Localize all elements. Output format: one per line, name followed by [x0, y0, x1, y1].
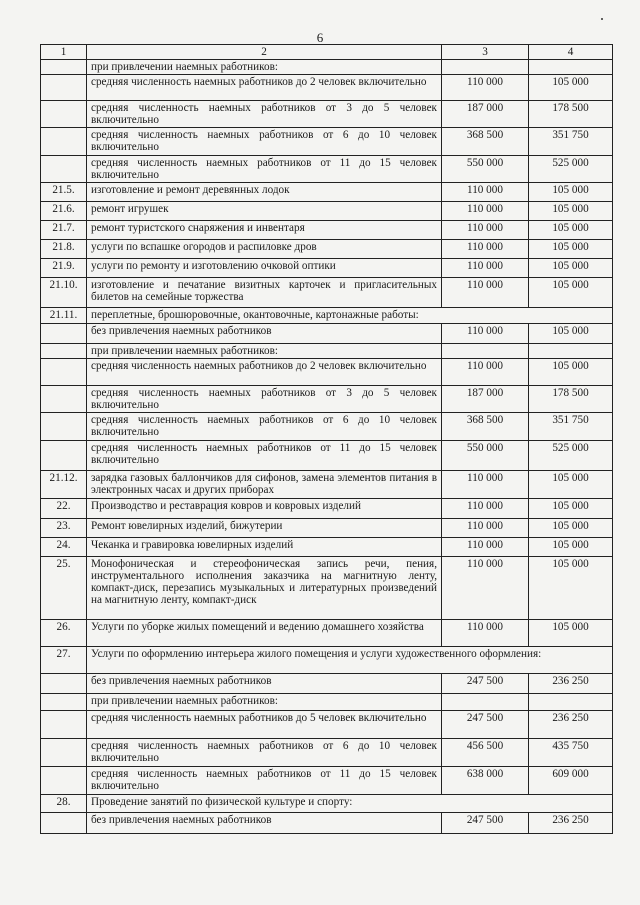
- table-row: [41, 385, 613, 412]
- table-row: [41, 795, 613, 813]
- row-number: [41, 60, 87, 75]
- row-number: [41, 101, 87, 128]
- table-row: [41, 813, 613, 834]
- value-col-3: 247 500: [442, 813, 529, 834]
- table-row: [41, 220, 613, 239]
- table-row: [41, 258, 613, 277]
- table-row: [41, 620, 613, 647]
- table-row: [41, 75, 613, 101]
- row-description: средняя численность наемных работников от 11 до 15 человек включительно: [87, 155, 442, 182]
- header-col-2: 2: [87, 45, 442, 60]
- row-number: 24.: [41, 538, 87, 557]
- table-row: [41, 239, 613, 258]
- row-description: без привлечения наемных работников: [87, 813, 442, 834]
- row-number: [41, 128, 87, 155]
- value-col-4: 105 000: [529, 519, 613, 538]
- table-row: [41, 343, 613, 358]
- row-description: средняя численность наемных работников до 2 человек включительно: [87, 75, 442, 101]
- value-col-3: 638 000: [442, 767, 529, 795]
- value-col-4: 105 000: [529, 557, 613, 620]
- value-col-3: 110 000: [442, 538, 529, 557]
- row-number: [41, 674, 87, 694]
- table-row: [41, 471, 613, 499]
- row-description: изготовление и ремонт деревянных лодок: [87, 182, 442, 201]
- value-col-3: 110 000: [442, 239, 529, 258]
- table-row: [41, 694, 613, 711]
- value-col-4: 105 000: [529, 239, 613, 258]
- value-col-3: 247 500: [442, 711, 529, 739]
- value-col-4: 236 250: [529, 813, 613, 834]
- value-col-3: 110 000: [442, 182, 529, 201]
- row-number: 25.: [41, 557, 87, 620]
- value-col-4: [529, 343, 613, 358]
- value-col-3: 187 000: [442, 101, 529, 128]
- value-col-3: 368 500: [442, 413, 529, 441]
- value-col-3: 110 000: [442, 471, 529, 499]
- table-row: [41, 101, 613, 128]
- row-number: 21.11.: [41, 307, 87, 323]
- table-row: [41, 128, 613, 155]
- value-col-3: 110 000: [442, 620, 529, 647]
- value-col-4: 105 000: [529, 277, 613, 307]
- row-number: [41, 323, 87, 343]
- value-col-4: [529, 694, 613, 711]
- row-number: [41, 155, 87, 182]
- tariff-table: [40, 44, 613, 834]
- row-number: 22.: [41, 499, 87, 519]
- row-number: [41, 441, 87, 471]
- row-number: 21.12.: [41, 471, 87, 499]
- header-col-3: 3: [442, 45, 529, 60]
- row-description: средняя численность наемных работников от 3 до 5 человек включительно: [87, 101, 442, 128]
- row-number: 21.8.: [41, 239, 87, 258]
- value-col-3: 550 000: [442, 441, 529, 471]
- value-col-3: 110 000: [442, 519, 529, 538]
- table-row: [41, 739, 613, 767]
- table-row: [41, 60, 613, 75]
- row-description: без привлечения наемных работников: [87, 674, 442, 694]
- value-col-4: 105 000: [529, 620, 613, 647]
- row-description: средняя численность наемных работников до 2 человек включительно: [87, 358, 442, 385]
- value-col-4: 105 000: [529, 358, 613, 385]
- table-row: [41, 711, 613, 739]
- value-col-4: 105 000: [529, 220, 613, 239]
- row-description: средняя численность наемных работников от 6 до 10 человек включительно: [87, 739, 442, 767]
- value-col-3: 550 000: [442, 155, 529, 182]
- value-col-3: 110 000: [442, 220, 529, 239]
- table-row: [41, 182, 613, 201]
- row-number: 21.10.: [41, 277, 87, 307]
- row-number: 26.: [41, 620, 87, 647]
- row-number: 28.: [41, 795, 87, 813]
- header-col-4: 4: [529, 45, 613, 60]
- row-number: [41, 343, 87, 358]
- row-description: переплетные, брошюровочные, окантовочные, картонажные работы:: [87, 307, 613, 323]
- value-col-3: 110 000: [442, 75, 529, 101]
- value-col-3: 110 000: [442, 277, 529, 307]
- value-col-4: 105 000: [529, 258, 613, 277]
- value-col-4: 105 000: [529, 499, 613, 519]
- table-row: [41, 358, 613, 385]
- row-number: [41, 739, 87, 767]
- value-col-3: [442, 694, 529, 711]
- row-number: [41, 75, 87, 101]
- value-col-4: [529, 60, 613, 75]
- value-col-3: [442, 60, 529, 75]
- row-number: [41, 358, 87, 385]
- row-description: средняя численность наемных работников от 6 до 10 человек включительно: [87, 413, 442, 441]
- scan-speck: [601, 18, 603, 20]
- value-col-3: 110 000: [442, 499, 529, 519]
- row-number: [41, 694, 87, 711]
- value-col-4: 178 500: [529, 385, 613, 412]
- table-row: [41, 155, 613, 182]
- value-col-4: 351 750: [529, 413, 613, 441]
- row-description: Чеканка и гравировка ювелирных изделий: [87, 538, 442, 557]
- row-description: услуги по ремонту и изготовлению очковой оптики: [87, 258, 442, 277]
- row-number: [41, 813, 87, 834]
- row-description: ремонт игрушек: [87, 201, 442, 220]
- row-description: Ремонт ювелирных изделий, бижутерии: [87, 519, 442, 538]
- row-number: 27.: [41, 647, 87, 674]
- table-row: [41, 538, 613, 557]
- row-description: средняя численность наемных работников от 3 до 5 человек включительно: [87, 385, 442, 412]
- value-col-3: 110 000: [442, 557, 529, 620]
- value-col-4: 105 000: [529, 75, 613, 101]
- table-row: [41, 557, 613, 620]
- table-row: [41, 413, 613, 441]
- row-number: 21.6.: [41, 201, 87, 220]
- row-description: при привлечении наемных работников:: [87, 694, 442, 711]
- value-col-4: 236 250: [529, 674, 613, 694]
- row-number: 21.7.: [41, 220, 87, 239]
- page-number: 6: [316, 30, 324, 45]
- row-description: без привлечения наемных работников: [87, 323, 442, 343]
- row-description: зарядка газовых баллончиков для сифонов, замена элементов питания в электронных часах и других приборах: [87, 471, 442, 499]
- row-number: 21.5.: [41, 182, 87, 201]
- value-col-4: 525 000: [529, 441, 613, 471]
- table-row: [41, 674, 613, 694]
- value-col-4: 105 000: [529, 201, 613, 220]
- table-row: [41, 201, 613, 220]
- row-description: Производство и реставрация ковров и ковровых изделий: [87, 499, 442, 519]
- row-number: [41, 711, 87, 739]
- value-col-4: 105 000: [529, 182, 613, 201]
- value-col-4: 435 750: [529, 739, 613, 767]
- table-row: [41, 441, 613, 471]
- row-number: [41, 767, 87, 795]
- value-col-3: 110 000: [442, 323, 529, 343]
- value-col-4: 105 000: [529, 538, 613, 557]
- value-col-4: 525 000: [529, 155, 613, 182]
- row-description: средняя численность наемных работников до 5 человек включительно: [87, 711, 442, 739]
- row-description: Услуги по уборке жилых помещений и ведению домашнего хозяйства: [87, 620, 442, 647]
- table-row: [41, 767, 613, 795]
- row-description: услуги по вспашке огородов и распиловке дров: [87, 239, 442, 258]
- value-col-3: 110 000: [442, 201, 529, 220]
- value-col-4: 351 750: [529, 128, 613, 155]
- value-col-4: 236 250: [529, 711, 613, 739]
- row-description: средняя численность наемных работников от 11 до 15 человек включительно: [87, 441, 442, 471]
- value-col-3: 110 000: [442, 358, 529, 385]
- value-col-3: [442, 343, 529, 358]
- value-col-4: 105 000: [529, 323, 613, 343]
- row-description: Услуги по оформлению интерьера жилого помещения и услуги художественного оформления:: [87, 647, 613, 674]
- row-description: средняя численность наемных работников от 6 до 10 человек включительно: [87, 128, 442, 155]
- value-col-3: 187 000: [442, 385, 529, 412]
- table-row: [41, 323, 613, 343]
- table-header-row: [41, 45, 613, 60]
- value-col-4: 609 000: [529, 767, 613, 795]
- value-col-4: 105 000: [529, 471, 613, 499]
- row-description: средняя численность наемных работников от 11 до 15 человек включительно: [87, 767, 442, 795]
- value-col-3: 368 500: [442, 128, 529, 155]
- table-row: [41, 277, 613, 307]
- table-row: [41, 499, 613, 519]
- value-col-3: 247 500: [442, 674, 529, 694]
- value-col-4: 178 500: [529, 101, 613, 128]
- header-col-1: 1: [41, 45, 87, 60]
- row-number: 23.: [41, 519, 87, 538]
- row-description: Монофоническая и стереофоническая запись речи, пения, инструментального исполнения заказчика на магнитную ленту, компакт-диск, перезапись музыкальных и литературных произведений на магнитную ленту, компакт-диск: [87, 557, 442, 620]
- table-row: [41, 307, 613, 323]
- value-col-3: 456 500: [442, 739, 529, 767]
- table-row: [41, 519, 613, 538]
- row-number: [41, 385, 87, 412]
- row-description: при привлечении наемных работников:: [87, 60, 442, 75]
- table-row: [41, 647, 613, 674]
- row-number: [41, 413, 87, 441]
- row-description: при привлечении наемных работников:: [87, 343, 442, 358]
- row-number: 21.9.: [41, 258, 87, 277]
- row-description: изготовление и печатание визитных карточек и пригласительных билетов на семейные торжества: [87, 277, 442, 307]
- value-col-3: 110 000: [442, 258, 529, 277]
- row-description: Проведение занятий по физической культуре и спорту:: [87, 795, 613, 813]
- row-description: ремонт туристского снаряжения и инвентаря: [87, 220, 442, 239]
